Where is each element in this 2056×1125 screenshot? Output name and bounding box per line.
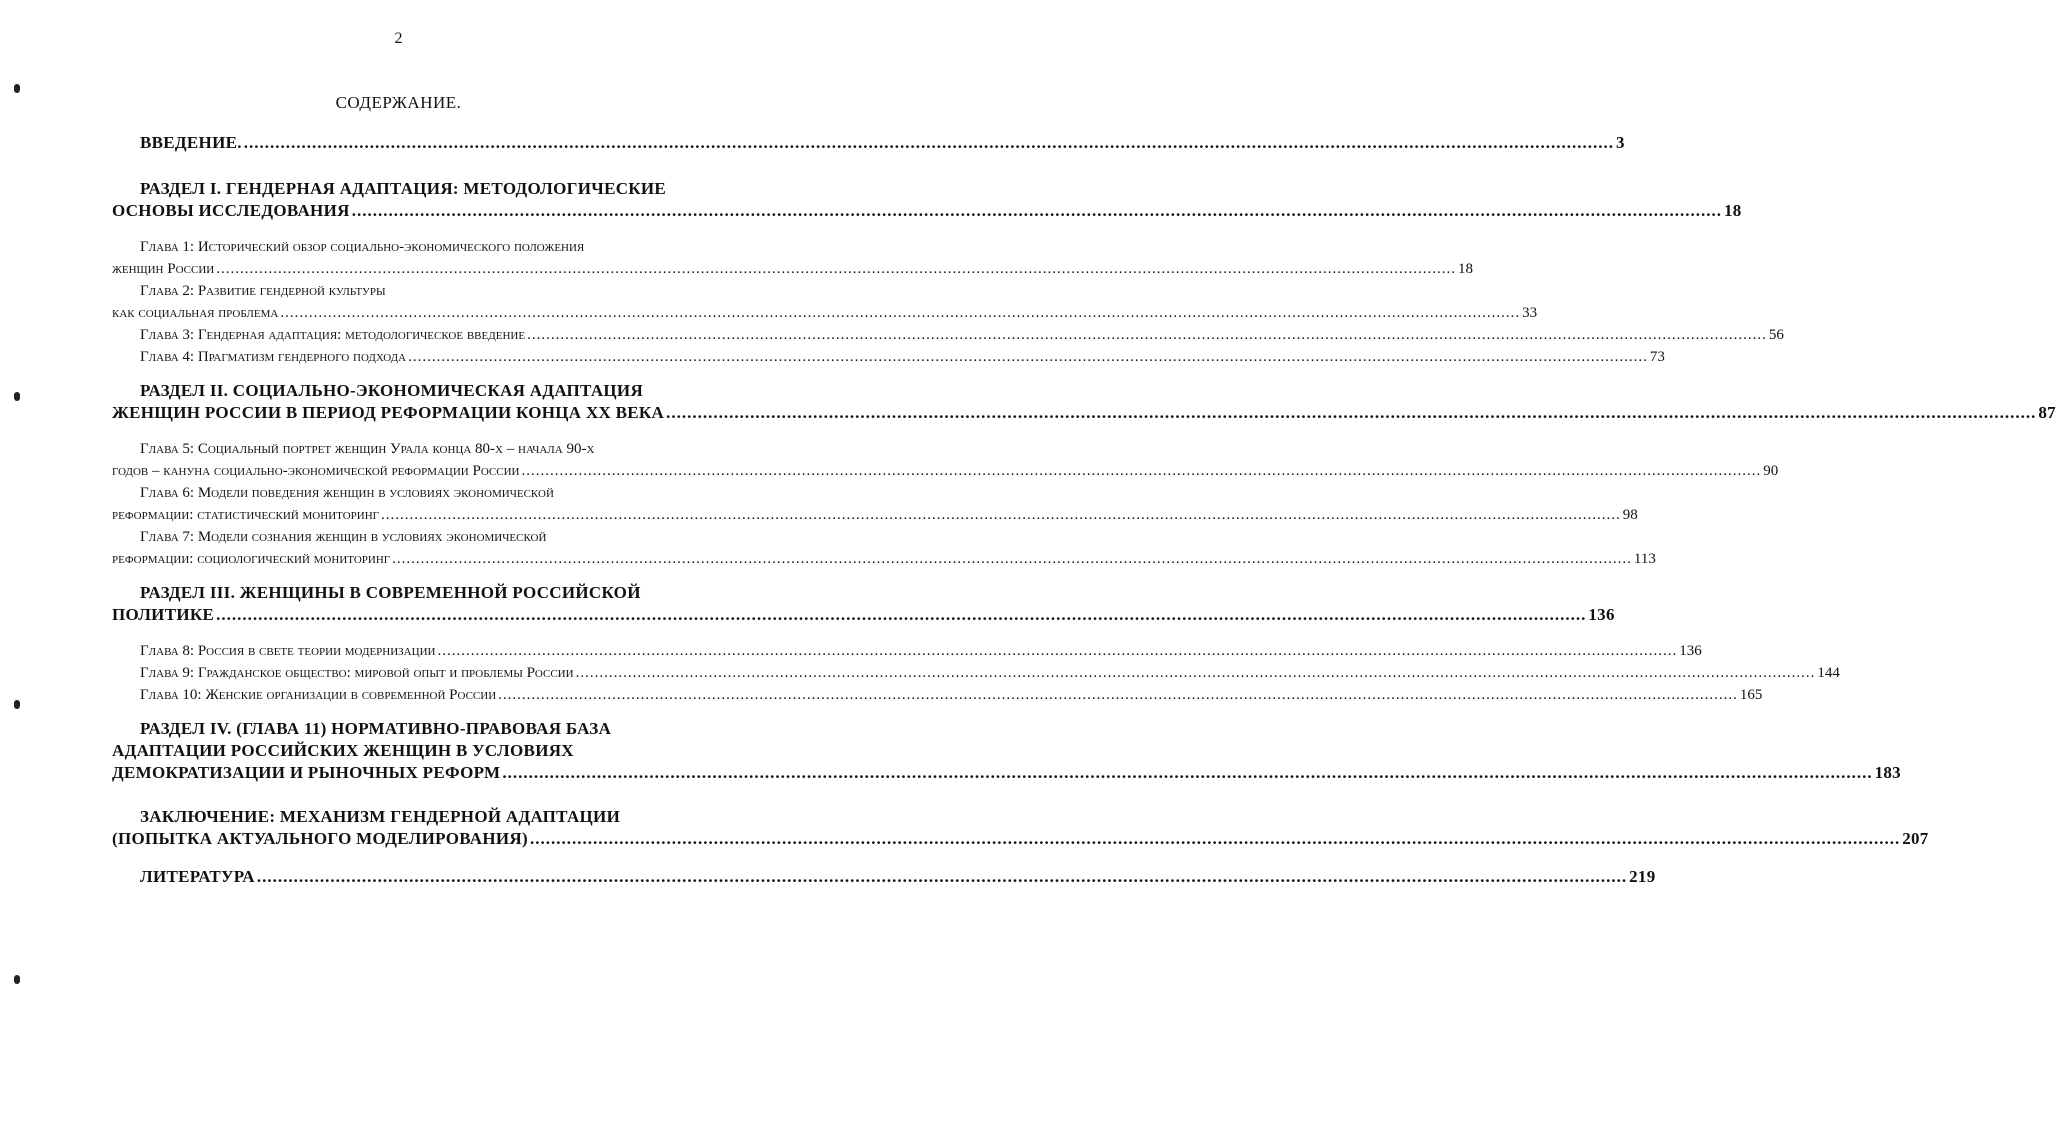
- leader-dots: [381, 504, 1621, 526]
- binding-hole-mark: [14, 700, 20, 709]
- leader-dots: [392, 548, 1632, 570]
- toc-entry-chapter-10[interactable]: [112, 684, 1763, 706]
- leader-dots: [530, 828, 1900, 850]
- entry-title-cont: АДАПТАЦИИ РОССИЙСКИХ ЖЕНЩИН В УСЛОВИЯХ: [112, 741, 574, 760]
- leader-dots: [576, 662, 1816, 684]
- leader-dots: [216, 604, 1586, 626]
- chapter-list-2: [112, 438, 1779, 570]
- entry-title: Глава 2: Развитие гендерной культуры: [140, 283, 386, 299]
- leader-dots: [498, 684, 1738, 706]
- entry-title-cont: ОСНОВЫ ИССЛЕДОВАНИЯ: [112, 201, 350, 220]
- entry-page: 144: [1817, 665, 1840, 681]
- entry-title: Глава 10: Женские организации в современной России: [140, 687, 497, 703]
- toc-entry-conclusion[interactable]: [112, 806, 1929, 850]
- entry-title: Глава 5: Социальный портрет женщин Урала конца 80-х – начала 90-х: [140, 441, 595, 457]
- toc-entry-chapter-8[interactable]: [112, 640, 1702, 662]
- toc-entry-section-2[interactable]: [112, 380, 2056, 424]
- entry-title: РАЗДЕЛ I. ГЕНДЕРНАЯ АДАПТАЦИЯ: МЕТОДОЛОГИЧЕСКИЕ: [140, 179, 667, 198]
- leader-dots: [352, 200, 1722, 222]
- entry-page: 87: [2038, 403, 2056, 422]
- leader-dots: [257, 866, 1627, 888]
- entry-page: 3: [1616, 133, 1625, 152]
- entry-title-cont: как социальная проблема: [112, 305, 279, 321]
- toc-entry-chapter-5[interactable]: [112, 438, 1779, 482]
- toc-entry-intro[interactable]: [112, 130, 1625, 156]
- binding-hole-mark: [14, 84, 20, 93]
- toc-entry-chapter-9[interactable]: [112, 662, 1840, 684]
- table-of-contents: [112, 130, 2056, 888]
- entry-page: 18: [1458, 261, 1473, 277]
- entry-title: Глава 9: Гражданское общество: мировой опыт и проблемы России: [140, 665, 574, 681]
- leader-dots: [408, 346, 1648, 368]
- toc-entry-literature[interactable]: [112, 866, 1656, 888]
- entry-page: 136: [1679, 643, 1702, 659]
- entry-title-cont: (ПОПЫТКА АКТУАЛЬНОГО МОДЕЛИРОВАНИЯ): [112, 829, 528, 848]
- toc-entry-section-3[interactable]: [112, 582, 1615, 626]
- entry-title: Глава 3: Гендерная адаптация: методологическое введение: [140, 327, 526, 343]
- toc-title: СОДЕРЖАНИЕ.: [335, 93, 462, 112]
- entry-page: 56: [1768, 327, 1784, 343]
- entry-title-cont: реформации: социологический мониторинг: [112, 551, 391, 567]
- binding-hole-mark: [14, 392, 20, 401]
- entry-page: 113: [1633, 551, 1656, 567]
- chapter-list-3: [112, 640, 1840, 706]
- leader-dots: [522, 460, 1762, 482]
- entry-title: РАЗДЕЛ III. ЖЕНЩИНЫ В СОВРЕМЕННОЙ РОССИЙСКОЙ: [140, 583, 641, 602]
- toc-entry-section-1[interactable]: [112, 178, 1742, 222]
- entry-title: Глава 4: Прагматизм гендерного подхода: [140, 349, 407, 365]
- entry-page: 207: [1902, 829, 1929, 848]
- leader-dots: [437, 640, 1677, 662]
- toc-entry-chapter-7[interactable]: [112, 526, 1656, 570]
- leader-dots: [280, 302, 1520, 324]
- entry-title-cont: ЖЕНЩИН РОССИИ В ПЕРИОД РЕФОРМАЦИИ КОНЦА ХХ ВЕКА: [112, 403, 665, 422]
- entry-page: 98: [1622, 507, 1638, 523]
- entry-title-cont: годов – кануна социально-экономической реформации России: [112, 463, 520, 479]
- entry-title: Глава 1: Исторический обзор социально-экономического положения: [140, 239, 585, 255]
- page-number: 2: [394, 30, 403, 47]
- toc-entry-chapter-2[interactable]: [112, 280, 1538, 324]
- entry-title-cont: реформации: статистический мониторинг: [112, 507, 380, 523]
- entry-title: ЛИТЕРАТУРА: [140, 867, 255, 886]
- leader-dots: [666, 402, 2036, 424]
- binding-hole-mark: [14, 975, 20, 984]
- leader-dots: [216, 258, 1456, 280]
- entry-page: 183: [1874, 763, 1901, 782]
- entry-page: 73: [1649, 349, 1665, 365]
- leader-dots: [244, 130, 1614, 156]
- entry-title: ЗАКЛЮЧЕНИЕ: МЕХАНИЗМ ГЕНДЕРНОЙ АДАПТАЦИИ: [140, 807, 621, 826]
- toc-entry-chapter-6[interactable]: [112, 482, 1638, 526]
- entry-page: 219: [1629, 867, 1656, 886]
- entry-page: 136: [1588, 605, 1615, 624]
- toc-entry-chapter-1[interactable]: [112, 236, 1473, 280]
- entry-title: ВВЕДЕНИЕ.: [140, 133, 242, 152]
- entry-title: Глава 6: Модели поведения женщин в условиях экономической: [140, 485, 554, 501]
- entry-page: 33: [1522, 305, 1538, 321]
- toc-entry-chapter-3[interactable]: [112, 324, 1784, 346]
- leader-dots: [527, 324, 1767, 346]
- entry-title-cont: женщин России: [112, 261, 215, 277]
- entry-page: 165: [1739, 687, 1763, 703]
- entry-title: Глава 7: Модели сознания женщин в условиях экономической: [140, 529, 547, 545]
- toc-entry-section-4[interactable]: [112, 718, 1901, 784]
- entry-title-cont: ДЕМОКРАТИЗАЦИИ И РЫНОЧНЫХ РЕФОРМ: [112, 763, 501, 782]
- entry-title: РАЗДЕЛ II. СОЦИАЛЬНО-ЭКОНОМИЧЕСКАЯ АДАПТАЦИЯ: [140, 381, 644, 400]
- toc-entry-chapter-4[interactable]: [112, 346, 1665, 368]
- entry-title: РАЗДЕЛ IV. (ГЛАВА 11) НОРМАТИВНО-ПРАВОВАЯ БАЗА: [140, 719, 612, 738]
- entry-page: 18: [1723, 201, 1742, 220]
- entry-page: 90: [1763, 463, 1779, 479]
- entry-title-cont: ПОЛИТИКЕ: [112, 605, 215, 624]
- leader-dots: [502, 762, 1872, 784]
- entry-title: Глава 8: Россия в свете теории модернизации: [140, 643, 436, 659]
- chapter-list-1: [112, 236, 1784, 368]
